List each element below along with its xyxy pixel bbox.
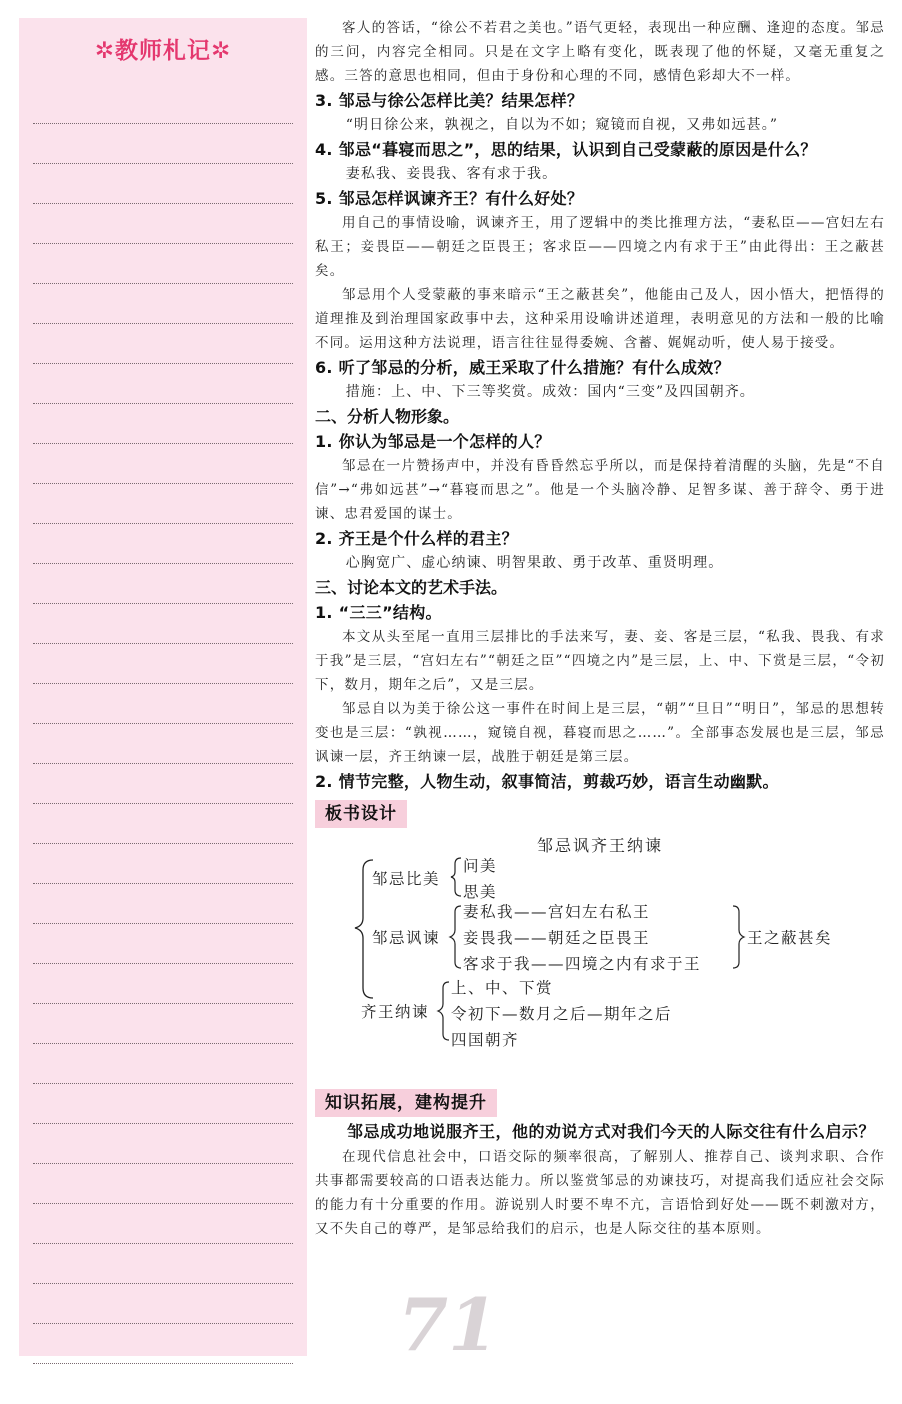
board-group2-item: 妻私我——宫妇左右私王 [463,903,651,921]
note-line[interactable] [33,444,293,484]
board-group1-item: 思美 [463,883,498,901]
note-line[interactable] [33,1084,293,1124]
note-line[interactable] [33,764,293,804]
section-heading: 二、分析人物形象。 [315,407,460,426]
note-line[interactable] [33,924,293,964]
note-line[interactable] [33,244,293,284]
note-line[interactable] [33,404,293,444]
board-diagram [315,830,885,1092]
note-line[interactable] [33,964,293,1004]
board-group3-item: 令初下—数月之后—期年之后 [451,1005,673,1023]
teacher-notes-panel [19,18,307,1356]
teacher-notes-title: ✲教师札记✲ [94,38,232,64]
main-content [315,16,885,1241]
expand-question: 邹忌成功地说服齐王，他的劝说方式对我们今天的人际交往有什么启示？ [347,1122,876,1141]
answer-text: 妻私我、妾畏我、客有求于我。 [345,166,558,182]
note-line[interactable] [33,364,293,404]
brace-group2-right [733,906,744,968]
brace-group2-left [450,906,461,968]
note-line[interactable] [33,324,293,364]
question-heading: 4. 邹忌“暮寝而思之”，思的结果，认识到自己受蒙蔽的原因是什么？ [315,140,817,159]
paragraph: 本文从头至尾一直用三层排比的手法来写，妻、妾、客是三层，“私我、畏我、有求于我”是三层，“宫妇左右”“朝廷之臣”“四境之内”是三层，上、中、下赏是三层，“令初下，数月，期年之后”，又是三层。 [315,629,885,693]
answer-text: “明日徐公来，孰视之，自以为不如；窥镜而自视，又弗如远甚。” [345,117,779,133]
note-line[interactable] [33,1044,293,1084]
paragraph: 用自己的事情设喻，讽谏齐王，用了逻辑中的类比推理方法，“妻私臣——宫妇左右私王；妾畏臣——朝廷之臣畏王；客求臣——四境之内有求于王”由此得出：王之蔽甚矣。 [315,215,885,279]
board-group3-item: 四国朝齐 [451,1031,520,1049]
note-line[interactable] [33,884,293,924]
note-line[interactable] [33,84,293,124]
lesson-text [315,16,885,794]
board-group2-item: 客求于我——四境之内有求于王 [463,955,702,973]
question-heading: 5. 邹忌怎样讽谏齐王？有什么好处？ [315,189,584,208]
question-heading: 2. 齐王是个什么样的君主？ [315,529,518,548]
paragraph: 客人的答话，“徐公不若君之美也。”语气更轻，表现出一种应酬、逢迎的态度。邹忌的三问，内容完全相同。只是在文字上略有变化，既表现了他的怀疑，又毫无重复之感。三答的意思也相同，但由于身份和心理的不同，感情色彩却大不一样。 [315,20,885,84]
question-heading: 1. 你认为邹忌是一个怎样的人？ [315,432,551,451]
note-line[interactable] [33,164,293,204]
note-line[interactable] [33,1124,293,1164]
board-group3-name: 齐王纳谏 [361,1003,430,1021]
question-heading: 3. 邹忌与徐公怎样比美？结果怎样？ [315,91,584,110]
answer-text: 心胸宽广、虚心纳谏、明智果敢、勇于改革、重贤明理。 [345,555,724,571]
brace-group3 [438,982,449,1040]
page-number: 71 [398,1282,499,1367]
paragraph: 邹忌在一片赞扬声中，并没有昏昏然忘乎所以，而是保持着清醒的头脑，先是“不自信”→“弗如远甚”→“暮寝而思之”。他是一个头脑冷静、足智多谋、善于辞令、勇于进谏、忠君爱国的谋士。 [315,458,885,522]
answer-text: 措施：上、中、下三等奖赏。成效：国内“三变”及四国朝齐。 [345,384,755,400]
question-heading: 2. 情节完整，人物生动，叙事简洁，剪裁巧妙，语言生动幽默。 [315,772,779,791]
note-line[interactable] [33,1164,293,1204]
note-line[interactable] [33,524,293,564]
note-line[interactable] [33,484,293,524]
question-heading: 6. 听了邹忌的分析，威王采取了什么措施？有什么成效？ [315,358,730,377]
note-line[interactable] [33,804,293,844]
note-line[interactable] [33,1244,293,1284]
main-brace [355,860,373,998]
board-group1-item: 问美 [463,857,498,875]
note-line[interactable] [33,724,293,764]
note-line[interactable] [33,1324,293,1364]
expand-answer: 在现代信息社会中，口语交际的频率很高，了解别人、推荐自己、谈判求职、合作共事都需要较高的口语表达能力。所以鉴赏邹忌的劝谏技巧，对提高我们适应社会交际的能力有十分重要的作用。游说别人时要不卑不亢，言语恰到好处——既不刺激对方，又不失自己的尊严，是邹忌给我们的启示，也是人际交往的基本原则。 [315,1149,885,1237]
paragraph: 邹忌用个人受蒙蔽的事来暗示“王之蔽甚矣”，他能由己及人，因小悟大，把悟得的道理推及到治理国家政事中去，这种采用设喻讲述道理，表明意见的方法和一般的比喻不同。运用这种方法说理，语言往往显得委婉、含蓄、娓娓动听，使人易于接受。 [315,287,885,351]
question-heading: 1. “三三”结构。 [315,603,442,622]
board-group2-name: 邹忌讽谏 [372,929,441,947]
note-line[interactable] [33,1004,293,1044]
notes-ruled-lines [33,84,293,1364]
brace-group1 [451,858,461,896]
note-line[interactable] [33,284,293,324]
expand-label: 知识拓展，建构提升 [315,1089,497,1117]
board-design-label: 板书设计 [315,800,407,828]
note-line[interactable] [33,1204,293,1244]
section-heading: 三、讨论本文的艺术手法。 [315,578,508,597]
note-line[interactable] [33,204,293,244]
note-line[interactable] [33,564,293,604]
paragraph: 邹忌自以为美于徐公这一事件在时间上是三层，“朝”“旦日”“明日”，邹忌的思想转变也是三层：“孰视……，窥镜自视，暮寝而思之……”。全部事态发展也是三层，邹忌讽谏一层，齐王纳谏一层，战胜于朝廷是第三层。 [315,701,885,765]
note-line[interactable] [33,644,293,684]
note-line[interactable] [33,684,293,724]
note-line[interactable] [33,604,293,644]
board-group2-item: 妾畏我——朝廷之臣畏王 [463,929,651,947]
board-title: 邹忌讽齐王纳谏 [536,836,663,855]
note-line[interactable] [33,844,293,884]
note-line[interactable] [33,1284,293,1324]
board-group2-conclusion: 王之蔽甚矣 [747,929,833,947]
board-group1-name: 邹忌比美 [372,870,441,888]
note-line[interactable] [33,124,293,164]
board-group3-item: 上、中、下赏 [451,979,554,997]
